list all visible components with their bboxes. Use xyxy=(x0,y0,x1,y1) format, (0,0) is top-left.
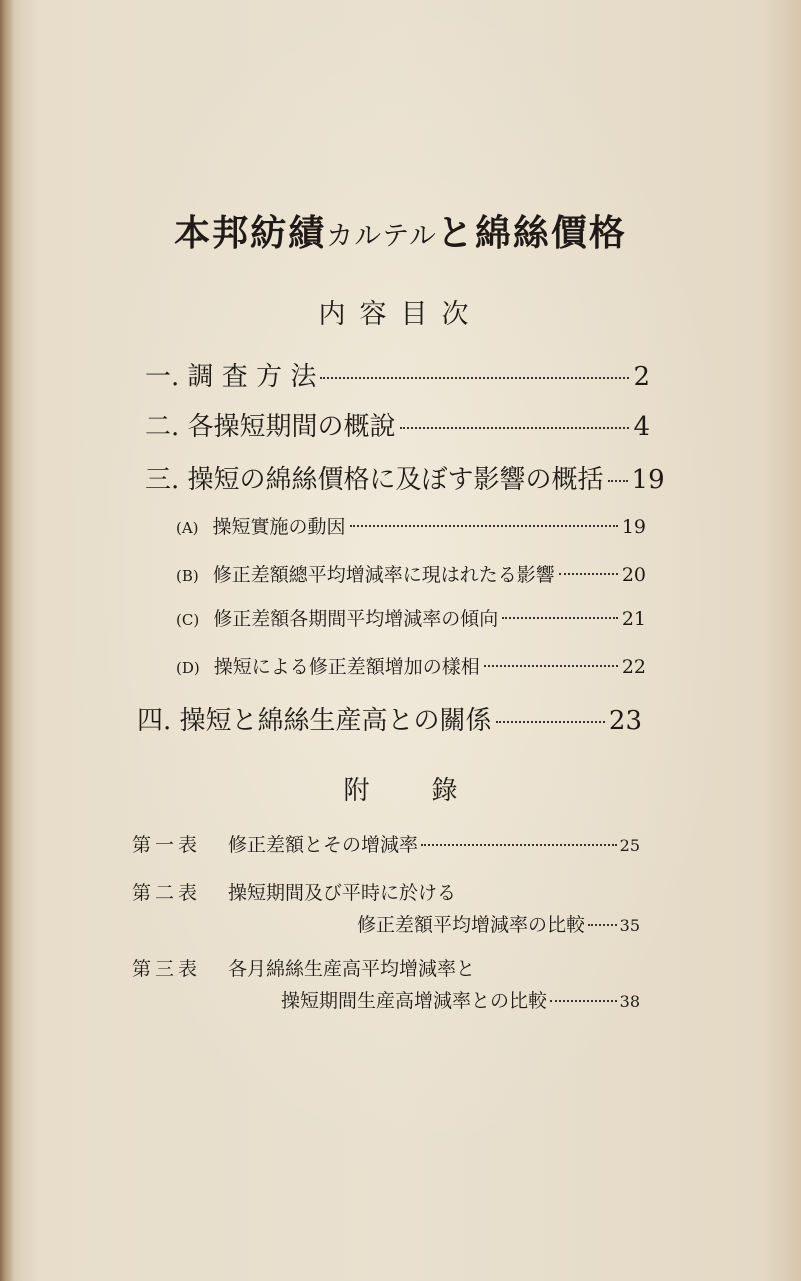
appendix-table-1-page: 25 xyxy=(619,836,640,855)
dot-leader xyxy=(400,427,630,429)
appendix-table-2-page: 35 xyxy=(619,916,640,935)
toc-entry-page: 19 xyxy=(631,465,665,495)
toc-subentry-b xyxy=(176,560,646,587)
appendix-table-3-page: 38 xyxy=(619,992,640,1011)
appendix-table-1-title: 修正差額とその增減率 xyxy=(228,834,419,856)
appendix-table-1-entry xyxy=(228,830,640,857)
toc-entry-page: 2 xyxy=(633,362,650,392)
appendix-table-2-title-line1: 操短期間及び平時に於ける xyxy=(228,882,457,904)
title-part-2: と綿絲價格 xyxy=(436,212,627,254)
subentry-mark: (A) xyxy=(176,519,199,537)
dot-leader xyxy=(608,480,628,482)
subentry-mark: (B) xyxy=(176,567,199,585)
toc-entry-label: 四. 操短と綿絲生産高との關係 xyxy=(137,706,492,736)
appendix-table-2-title-line2: 修正差額平均增減率の比較 xyxy=(357,914,586,936)
toc-entry-page: 4 xyxy=(633,412,650,442)
appendix-table-3-name: 第三表 xyxy=(132,958,202,980)
appendix-table-1-name: 第一表 xyxy=(132,834,202,856)
appendix-table-3-entry xyxy=(281,986,640,1013)
dot-leader xyxy=(496,721,605,723)
toc-entry-page: 20 xyxy=(621,564,646,586)
toc-subentry-c xyxy=(176,604,646,631)
page-binding-edge xyxy=(0,0,14,1281)
dot-leader xyxy=(559,573,618,575)
toc-entry-4 xyxy=(137,700,642,737)
appendix-table-2-entry xyxy=(357,910,640,937)
dot-leader xyxy=(350,525,618,527)
appendix-heading xyxy=(0,770,801,807)
subentry-mark: (D) xyxy=(176,659,200,677)
appendix-heading-char-1: 附 xyxy=(343,776,370,806)
title-part-1: 本邦紡績 xyxy=(174,212,327,254)
toc-entry-page: 22 xyxy=(621,656,646,678)
subentry-text: 修正差額各期間平均增減率の傾向 xyxy=(213,608,499,630)
toc-entry-label: 二. 各操短期間の概說 xyxy=(145,412,396,442)
dot-leader xyxy=(502,617,618,619)
toc-entry-page: 19 xyxy=(621,516,646,538)
page-title xyxy=(0,205,801,256)
toc-entry-3 xyxy=(145,459,665,496)
dot-leader xyxy=(320,377,629,379)
toc-entry-page: 21 xyxy=(621,608,646,630)
toc-heading: 内容目次 xyxy=(318,299,483,330)
toc-subentry-d xyxy=(176,652,646,679)
toc-subentry-label xyxy=(176,560,555,587)
toc-subentry-label xyxy=(176,512,346,539)
subentry-mark: (C) xyxy=(176,611,200,629)
appendix-table-3-title-line2: 操短期間生産高增減率との比較 xyxy=(281,990,548,1012)
subentry-text: 操短による修正差額增加の樣相 xyxy=(213,656,480,678)
dot-leader xyxy=(421,844,617,846)
toc-entry-label: 一. 調 査 方 法 xyxy=(145,362,317,392)
appendix-table-3-title-line1: 各月綿絲生産高平均增減率と xyxy=(228,958,476,980)
subentry-text: 修正差額總平均增減率に現はれたる影響 xyxy=(212,564,555,586)
toc-subentry-a xyxy=(176,512,646,539)
toc-entry-1 xyxy=(145,356,650,393)
toc-entry-2 xyxy=(145,406,650,443)
appendix-table-2-name: 第二表 xyxy=(132,882,202,904)
appendix-heading-char-2: 錄 xyxy=(431,776,458,806)
dot-leader xyxy=(484,665,618,667)
toc-entry-page: 23 xyxy=(608,706,642,736)
title-kana: カルテル xyxy=(326,221,437,252)
subentry-text: 操短實施の動因 xyxy=(212,516,346,538)
toc-entry-label: 三. 操短の綿絲價格に及ぼす影響の概括 xyxy=(145,465,604,495)
dot-leader xyxy=(588,924,617,926)
dot-leader xyxy=(550,1000,617,1002)
toc-subentry-label xyxy=(176,604,498,631)
toc-subentry-label xyxy=(176,652,480,679)
